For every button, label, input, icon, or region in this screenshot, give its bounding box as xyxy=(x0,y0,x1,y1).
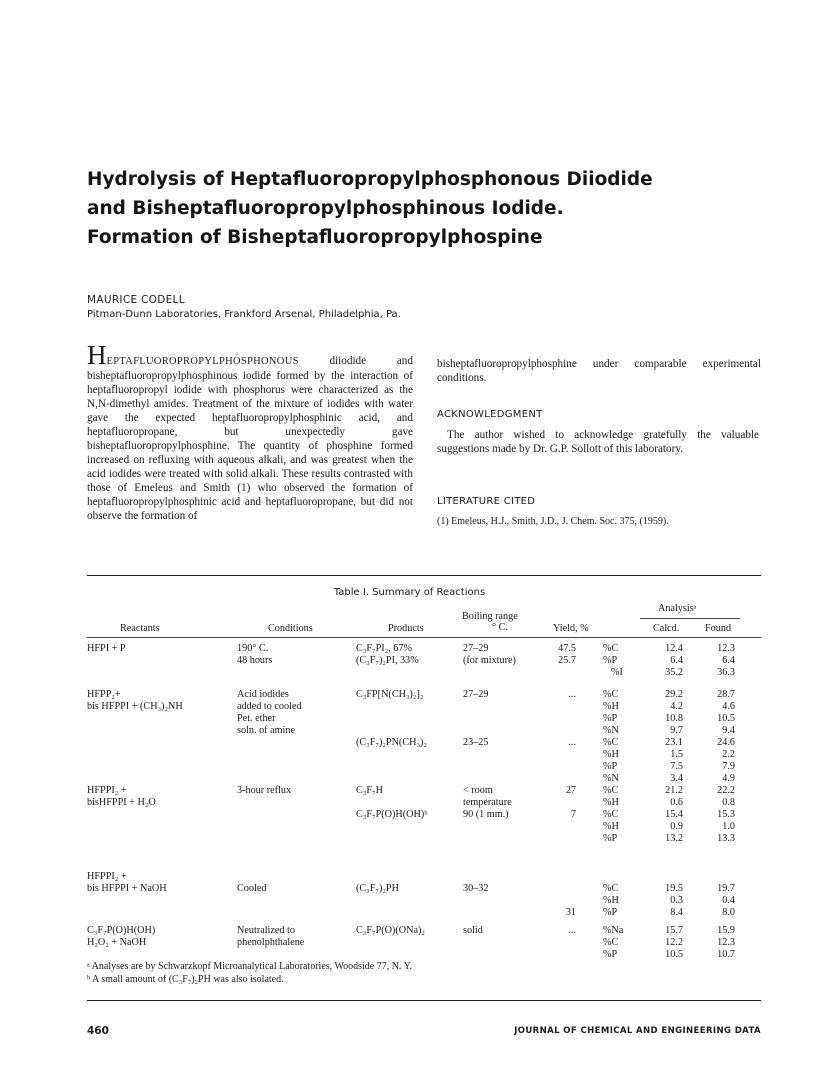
abstract-text xyxy=(87,340,413,523)
table-cell: 4.2 xyxy=(670,701,683,712)
drop-cap: H xyxy=(87,340,107,370)
table-cell: 13.2 xyxy=(665,833,683,844)
header-calcd: Calcd. xyxy=(653,623,680,634)
table-cell: 9.7 xyxy=(670,725,683,736)
table-cell: solid xyxy=(463,925,483,936)
table-cell: 24.6 xyxy=(717,737,735,748)
table-cell: 0.8 xyxy=(722,797,735,808)
table-cell: %C xyxy=(603,689,619,700)
table-cell: HFPPI₂ + xyxy=(87,785,127,796)
table-cell: %P xyxy=(603,833,618,844)
table-cell: ... xyxy=(568,737,576,748)
table-cell: %N xyxy=(603,773,619,784)
table-cell: 0.4 xyxy=(722,895,735,906)
table-cell: 10.7 xyxy=(717,949,735,960)
table-cell: Acid iodides xyxy=(237,689,289,700)
table-cell: 7.5 xyxy=(670,761,683,772)
table-cell: %H xyxy=(603,821,619,832)
author-affiliation: Pitman-Dunn Laboratories, Frankford Arsenal, Philadelphia, Pa. xyxy=(87,309,401,320)
table-cell: 15.9 xyxy=(717,925,735,936)
table-cell: 35.2 xyxy=(665,667,683,678)
table-cell: Cooled xyxy=(237,883,267,894)
table-cell: 0.3 xyxy=(670,895,683,906)
table-cell: 4.9 xyxy=(722,773,735,784)
table-cell: 0.6 xyxy=(670,797,683,808)
table-cell: 23–25 xyxy=(463,737,489,748)
table-cell: 21.2 xyxy=(665,785,683,796)
table-cell: 48 hours xyxy=(237,655,273,666)
table-cell: HFPI + P xyxy=(87,643,126,654)
abstract-smallcaps: EPTAFLUOROPROPYLPHOSPHONOUS xyxy=(106,356,299,367)
table-cell: 19.5 xyxy=(665,883,683,894)
table-bottom-rule xyxy=(87,1000,761,1001)
table-cell: 10.5 xyxy=(665,949,683,960)
abstract-continued: bisheptafluoropropylphosphine under comparable experimental conditions. xyxy=(437,358,761,384)
table-cell: 190° C. xyxy=(237,643,269,654)
table-cell: %I xyxy=(611,667,623,678)
table-cell: 8.0 xyxy=(722,907,735,918)
title-line: Hydrolysis of Heptafluoropropylphosphonous Diiodide xyxy=(87,169,653,190)
table-cell: (C₃F₇)₂PI, 33% xyxy=(356,655,419,666)
header-boiling-range: Boiling range xyxy=(462,611,518,622)
table-cell: 2.2 xyxy=(722,749,735,760)
table-cell: %H xyxy=(603,895,619,906)
table-cell: 29.2 xyxy=(665,689,683,700)
table-cell: %C xyxy=(603,737,619,748)
table-cell: C₃F₇H xyxy=(356,785,383,796)
header-boiling-unit: ° C. xyxy=(492,622,508,633)
table-cell: 12.3 xyxy=(717,643,735,654)
table-footnotes xyxy=(87,961,412,986)
table-cell: 6.4 xyxy=(722,655,735,666)
table-cell: 36.3 xyxy=(717,667,735,678)
header-analysis: Analysisᵃ xyxy=(658,603,697,614)
table-cell: 27–29 xyxy=(463,689,489,700)
table-cell: %H xyxy=(603,701,619,712)
table-cell: C₃F₇P(O)(ONa)₂ xyxy=(356,925,425,936)
table-cell: 1.5 xyxy=(670,749,683,760)
table-cell: 90 (1 mm.) xyxy=(463,809,509,820)
author-name: MAURICE CODELL xyxy=(87,294,185,306)
table-cell: %C xyxy=(603,785,619,796)
table-cell: %H xyxy=(603,797,619,808)
table-cell: bisHFPPI + H₂O xyxy=(87,797,156,808)
table-cell: Neutralized to xyxy=(237,925,295,936)
table-cell: %C xyxy=(603,809,619,820)
table-cell: 19.7 xyxy=(717,883,735,894)
table-cell: %C xyxy=(603,937,619,948)
table-header-rule xyxy=(87,637,761,638)
table-caption: Table I. Summary of Reactions xyxy=(333,587,486,598)
literature-heading: LITERATURE CITED xyxy=(437,496,536,507)
table-cell: 27 xyxy=(565,785,576,796)
table-cell: %Na xyxy=(603,925,624,936)
table-cell: (C₃F₇)₂PH xyxy=(356,883,399,894)
table-cell: C₃FP[N(CH₃)₂]₂ xyxy=(356,689,424,700)
table-cell: %P xyxy=(603,713,618,724)
table-cell: 27–29 xyxy=(463,643,489,654)
header-found: Found xyxy=(705,623,732,634)
table-cell: %C xyxy=(603,643,619,654)
table-cell: 12.4 xyxy=(665,643,683,654)
table-cell: %P xyxy=(603,761,618,772)
table-cell: ... xyxy=(568,925,576,936)
table-cell: 23.1 xyxy=(665,737,683,748)
table-cell: %H xyxy=(603,749,619,760)
title-line: Formation of Bisheptafluoropropylphospine xyxy=(87,227,543,248)
table-cell: 10.8 xyxy=(665,713,683,724)
table-cell: 12.3 xyxy=(717,937,735,948)
paper-title xyxy=(87,165,727,252)
journal-name: JOURNAL OF CHEMICAL AND ENGINEERING DATA xyxy=(514,1026,761,1036)
table-cell: %P xyxy=(603,655,618,666)
table-cell: 22.2 xyxy=(717,785,735,796)
table-cell: 31 xyxy=(565,907,576,918)
table-cell: 9.4 xyxy=(722,725,735,736)
table-cell: 12.2 xyxy=(665,937,683,948)
footnote-b: ᵇ A small amount of (C₃F₇)₂PH was also isolated. xyxy=(87,973,284,985)
table-cell: C₃F₇P(O)H(OH) xyxy=(87,925,156,936)
table-cell: bis HFPPI + (CH₃)₂NH xyxy=(87,701,183,712)
table-cell: 6.4 xyxy=(670,655,683,666)
table-cell: 8.4 xyxy=(670,907,683,918)
table-cell: added to cooled xyxy=(237,701,302,712)
table-cell: temperature xyxy=(463,797,512,808)
table-cell: (C₃F₇)₂PN(CH₃)₂ xyxy=(356,737,427,748)
table-cell: 15.7 xyxy=(665,925,683,936)
table-cell: 13.3 xyxy=(717,833,735,844)
table-top-rule xyxy=(87,575,761,576)
table-cell: 47.5 xyxy=(558,643,576,654)
table-cell: ... xyxy=(568,689,576,700)
table-cell: C₃F₇P(O)H(OH)ᵇ xyxy=(356,809,428,820)
table-cell: 7 xyxy=(570,809,576,820)
table-cell: H₂O₂ + NaOH xyxy=(87,937,147,948)
table-cell: 15.4 xyxy=(665,809,683,820)
table-cell: Pet. ether xyxy=(237,713,276,724)
acknowledgment-body: The author wished to acknowledge gratefully the valuable suggestions made by Dr. G.P. Sollott of this laboratory. xyxy=(437,429,759,455)
header-yield: Yield, % xyxy=(553,623,589,634)
table-cell: 3.4 xyxy=(670,773,683,784)
title-line: and Bisheptafluoropropylphosphinous Iodide. xyxy=(87,198,564,219)
footnote-a: ᵃ Analyses are by Schwarzkopf Microanalytical Laboratories, Woodside 77, N. Y. xyxy=(87,961,412,972)
table-cell: 0.9 xyxy=(670,821,683,832)
table-cell: C₃F₇PI₂, 67% xyxy=(356,643,412,654)
header-products: Products xyxy=(388,623,424,634)
table-cell: %N xyxy=(603,725,619,736)
page-number: 460 xyxy=(87,1025,109,1037)
table-cell: phenolphthalene xyxy=(237,937,305,948)
table-cell: %P xyxy=(603,949,618,960)
table-cell: HFPPI₂ + xyxy=(87,871,127,882)
abstract-body: diiodide and bisheptafluoropropylphosphinous iodide formed by the interaction of heptafluoropropyl iodide with phosphorus were characterized as the N,N-dimethyl amides. Treatment of the mixture of iodides with water gave the expected heptafluoropropylphosphinic acid, and heptafluoropropane, but unexpectedly gave bisheptafluoropropylphosphine. The quantity of phosphine formed increased on refluxing with aqueous alkali, and was greatest when the acid iodides were treated with solid alkali. These results contrasted with those of Emeleus and Smith (1) who observed the formation of heptafluoropropylphosphinic acid and heptafluoropropane, but did not observe the formation of xyxy=(87,355,413,522)
table-cell: 7.9 xyxy=(722,761,735,772)
table-cell: 25.7 xyxy=(558,655,576,666)
table-cell: 28.7 xyxy=(717,689,735,700)
table-cell: 30–32 xyxy=(463,883,489,894)
table-cell: 3-hour reflux xyxy=(237,785,292,796)
header-reactants: Reactants xyxy=(120,623,160,634)
table-cell: bis HFPPI + NaOH xyxy=(87,883,167,894)
table-cell: soln. of amine xyxy=(237,725,296,736)
table-cell: (for mixture) xyxy=(463,655,516,666)
table-cell: %P xyxy=(603,907,618,918)
table-cell: HFPP₂+ xyxy=(87,689,121,700)
table-cell: 15.3 xyxy=(717,809,735,820)
reference-item: (1) Emeleus, H.J., Smith, J.D., J. Chem. Soc. 375, (1959). xyxy=(437,516,669,527)
table-cell: 10.5 xyxy=(717,713,735,724)
table-cell: %C xyxy=(603,883,619,894)
header-conditions: Conditions xyxy=(268,623,313,634)
table-cell: 4.6 xyxy=(722,701,735,712)
acknowledgment-heading: ACKNOWLEDGMENT xyxy=(437,409,543,420)
table-cell: < room xyxy=(463,785,493,796)
table-cell: 1.0 xyxy=(722,821,735,832)
analysis-rule xyxy=(640,618,740,619)
